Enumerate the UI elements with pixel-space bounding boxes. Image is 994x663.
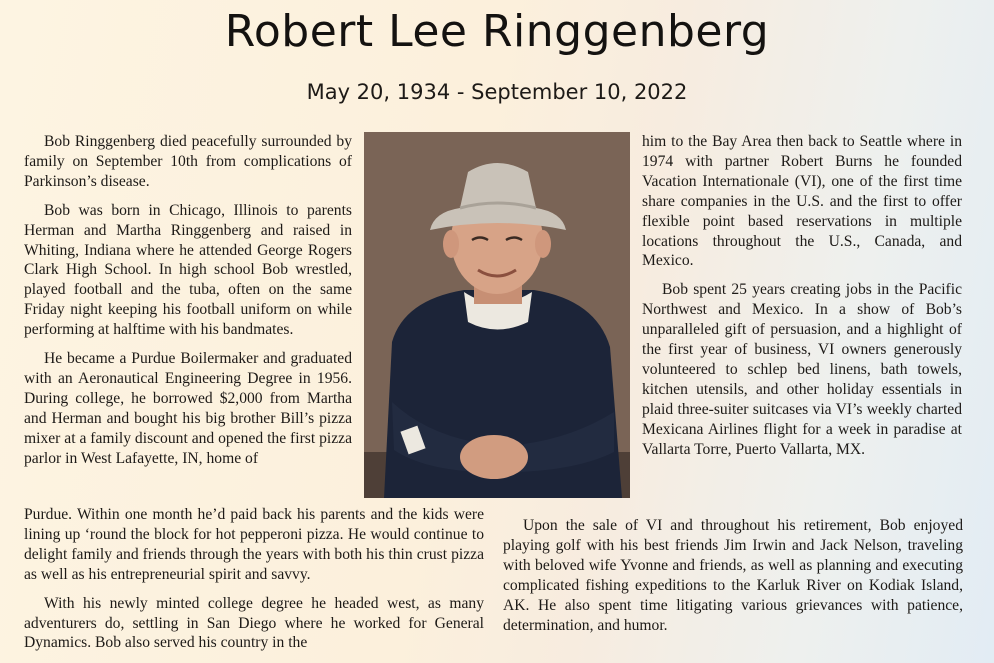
clasped-hands bbox=[460, 435, 528, 479]
paragraph-west: With his newly minted college degree he headed west, as many adventurers do, settling in San Diego where he worked for General Dynamics. Bob also served his country in the bbox=[24, 594, 484, 652]
right-ear bbox=[535, 230, 551, 258]
paragraph-vacation-internationale: him to the Bay Area then back to Seattle where in 1974 with partner Robert Burns he founded Vacation Internationale (VI), one of the first time share companies in the U.S. and the first to offer flexible point based reservations in multiple locations throughout the U.S., Canada, and Mexico. bbox=[642, 133, 962, 270]
portrait-illustration bbox=[364, 132, 630, 498]
right-column bbox=[642, 132, 962, 469]
paragraph-early-life: Bob was born in Chicago, Illinois to parents Herman and Martha Ringgenberg and raised in Whiting, Indiana where he attended George Rogers Clark High School. In high school Bob wrestled, played football and the tuba, often on the same Friday night keeping his football uniform on while performing at halftime with his bandmates. bbox=[24, 201, 352, 339]
obituary-name: Robert Lee Ringgenberg bbox=[224, 6, 770, 57]
left-ear bbox=[443, 230, 459, 258]
paragraph-jobs: Bob spent 25 years creating jobs in the Pacific Northwest and Mexico. In a show of Bob’s unparalleled gift of persuasion, and a highlight of the first year of business, VI owners generously volunteered to schlep bed linens, bath towels, kitchen utensils, and other holiday essentials in plaid three-suiter suitcases via VI’s weekly charted Mexicana Airlines flight for a week in paradise at Vallarta Torre, Puerto Vallarta, MX. bbox=[642, 281, 962, 458]
paragraph-purdue: He became a Purdue Boilermaker and graduated with an Aeronautical Engineering Degree in 1956. During college, he borrowed $2,000 from Martha and Herman and bought his big brother Bill’s pizza mixer at a family discount and opened the first pizza parlor in West Lafayette, IN, home of bbox=[24, 350, 352, 467]
right-wide-column bbox=[503, 516, 963, 644]
paragraph-retirement: Upon the sale of VI and throughout his retirement, Bob enjoyed playing golf with his best friends Jim Irwin and Jack Nelson, traveling with beloved wife Yvonne and friends, as well as planning and executing complicated fishing expeditions to the Karluk River on Kodiak Island, AK. He also spent time litigating various grievances with patience, determination, and humor. bbox=[503, 517, 963, 634]
paragraph-death: Bob Ringgenberg died peacefully surrounded by family on September 10th from complications of Parkinson’s disease. bbox=[24, 133, 352, 190]
portrait-photo bbox=[364, 132, 630, 498]
left-column bbox=[24, 132, 352, 478]
life-dates: May 20, 1934 - September 10, 2022 bbox=[306, 80, 688, 104]
left-wide-column bbox=[24, 505, 484, 662]
paragraph-purdue-continued: Purdue. Within one month he’d paid back his parents and the kids were lining up ‘round the block for hot pepperoni pizza. He would continue to delight family and friends through the years with both his thin crust pizza as well as his entrepreneurial spirit and savvy. bbox=[24, 506, 484, 583]
